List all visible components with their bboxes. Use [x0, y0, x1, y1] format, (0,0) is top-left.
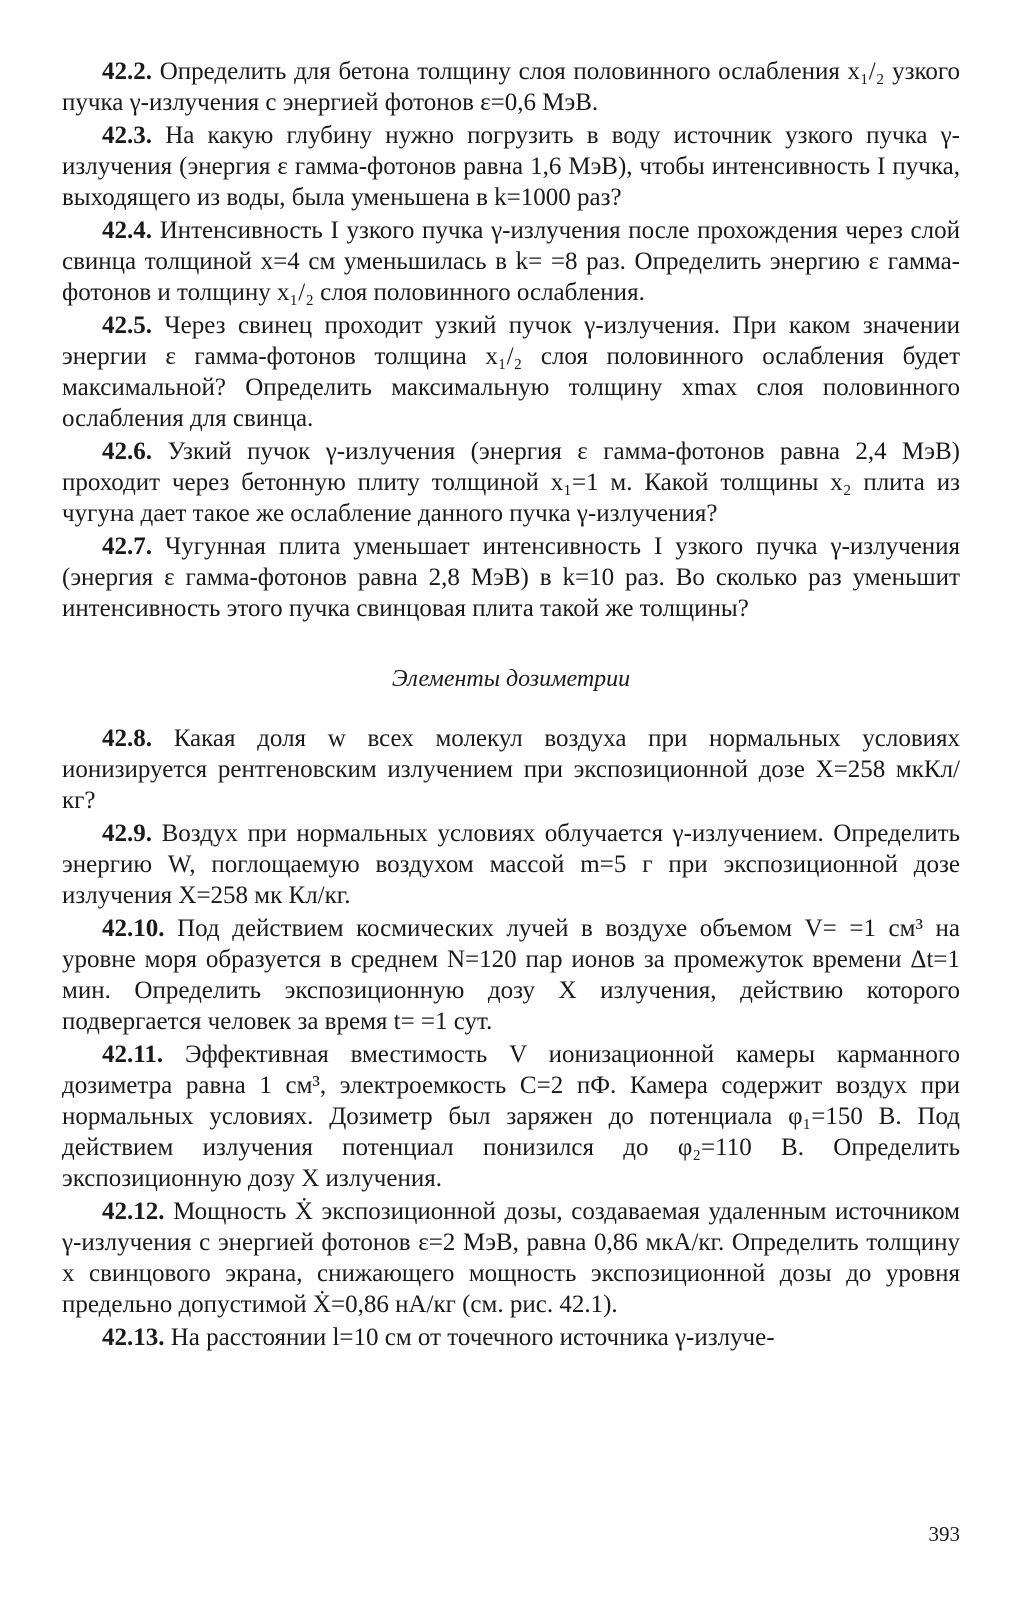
problem-number: 42.11.: [102, 1041, 164, 1068]
problem-number: 42.4.: [102, 217, 152, 244]
problem-42-4: [62, 215, 960, 308]
problem-42-3: [62, 120, 960, 213]
problem-42-11: [62, 1039, 960, 1194]
problem-text: Узкий пучок γ-излучения (энергия ε гамма-фотонов равна 2,4 МэВ) проходит через бетонную плиту толщиной x₁=1 м. Какой толщины x₂ плита из чугуна дает такое же ослабление данного пучка γ-излучения?: [62, 438, 961, 527]
problem-text: Какая доля w всех молекул воздуха при нормальных условиях ионизируется рентгеновским излучением при экспозиционной дозе X=258 мкКл/кг?: [62, 725, 960, 814]
problem-42-10: [62, 913, 960, 1037]
problem-number: 42.3.: [102, 122, 152, 149]
problem-text: На расстоянии l=10 см от точечного источника γ-излуче-: [170, 1324, 775, 1351]
problem-42-13: [62, 1322, 960, 1353]
problem-text: Определить для бетона толщину слоя половинного ослабления x₁/₂ узкого пучка γ-излучения с энергией фотонов ε=0,6 МэВ.: [62, 58, 960, 116]
problem-number: 42.9.: [102, 820, 152, 847]
problem-text: Чугунная плита уменьшает интенсивность I узкого пучка γ-излучения (энергия ε гамма-фотонов равна 2,8 МэВ) в k=10 раз. Во сколько раз уменьшит интенсивность этого пучка свинцовая плита такой же толщины?: [62, 533, 960, 622]
problem-number: 42.8.: [102, 725, 152, 752]
problem-42-8: [62, 723, 960, 816]
problem-text: Под действием космических лучей в воздухе объемом V= =1 см³ на уровне моря образуется в среднем N=120 пар ионов за промежуток времени Δt=1 мин. Определить экспозиционную дозу X излучения, действию которого подвергается человек за время t= =1 сут.: [62, 915, 960, 1035]
problem-number: 42.6.: [102, 438, 152, 465]
page-number: 393: [928, 1522, 960, 1546]
problem-number: 42.12.: [102, 1198, 165, 1225]
problem-number: 42.13.: [102, 1324, 165, 1351]
page-body: [62, 56, 960, 1355]
problem-number: 42.7.: [102, 533, 152, 560]
problem-number: 42.10.: [102, 915, 165, 942]
problem-number: 42.2.: [102, 58, 152, 85]
problem-number: 42.5.: [102, 312, 152, 339]
section-title: Элементы дозиметрии: [391, 666, 631, 692]
problem-42-6: [62, 436, 960, 529]
problem-42-7: [62, 531, 960, 624]
problem-text: Мощность Ẋ экспозиционной дозы, создаваемая удаленным источником γ-излучения с энергией фотонов ε=2 МэВ, равна 0,86 мкА/кг. Определить толщину x свинцового экрана, снижающего мощность экспозиционной дозы до уровня предельно допустимой Ẋ=0,86 нА/кг (см. рис. 42.1).: [62, 1198, 960, 1318]
problem-42-5: [62, 310, 960, 434]
problem-42-2: [62, 56, 960, 118]
problem-text: Эффективная вместимость V ионизационной камеры карманного дозиметра равна 1 см³, электроемкость C=2 пФ. Камера содержит воздух при нормальных условиях. Дозиметр был заряжен до потенциала φ₁=150 В. Под действием излучения потенциал понизился до φ₂=110 В. Определить экспозиционную дозу X излучения.: [62, 1041, 960, 1192]
problem-text: Воздух при нормальных условиях облучается γ-излучением. Определить энергию W, поглощаемую воздухом массой m=5 г при экспозиционной дозе излучения X=258 мк Кл/кг.: [62, 820, 961, 909]
problem-text: Через свинец проходит узкий пучок γ-излучения. При каком значении энергии ε гамма-фотонов толщина x₁/₂ слоя половинного ослабления будет максимальной? Определить максимальную толщину xmax слоя половинного ослабления для свинца.: [62, 312, 960, 432]
problem-text: На какую глубину нужно погрузить в воду источник узкого пучка γ-излучения (энергия ε гамма-фотонов равна 1,6 МэВ), чтобы интенсивность I пучка, выходящего из воды, была уменьшена в k=1000 раз?: [62, 122, 961, 211]
problem-text: Интенсивность I узкого пучка γ-излучения после прохождения через слой свинца толщиной x=4 см уменьшилась в k= =8 раз. Определить энергию ε гамма-фотонов и толщину x₁/₂ слоя половинного ослабления.: [62, 217, 960, 306]
problem-42-9: [62, 818, 960, 911]
problem-42-12: [62, 1196, 960, 1320]
